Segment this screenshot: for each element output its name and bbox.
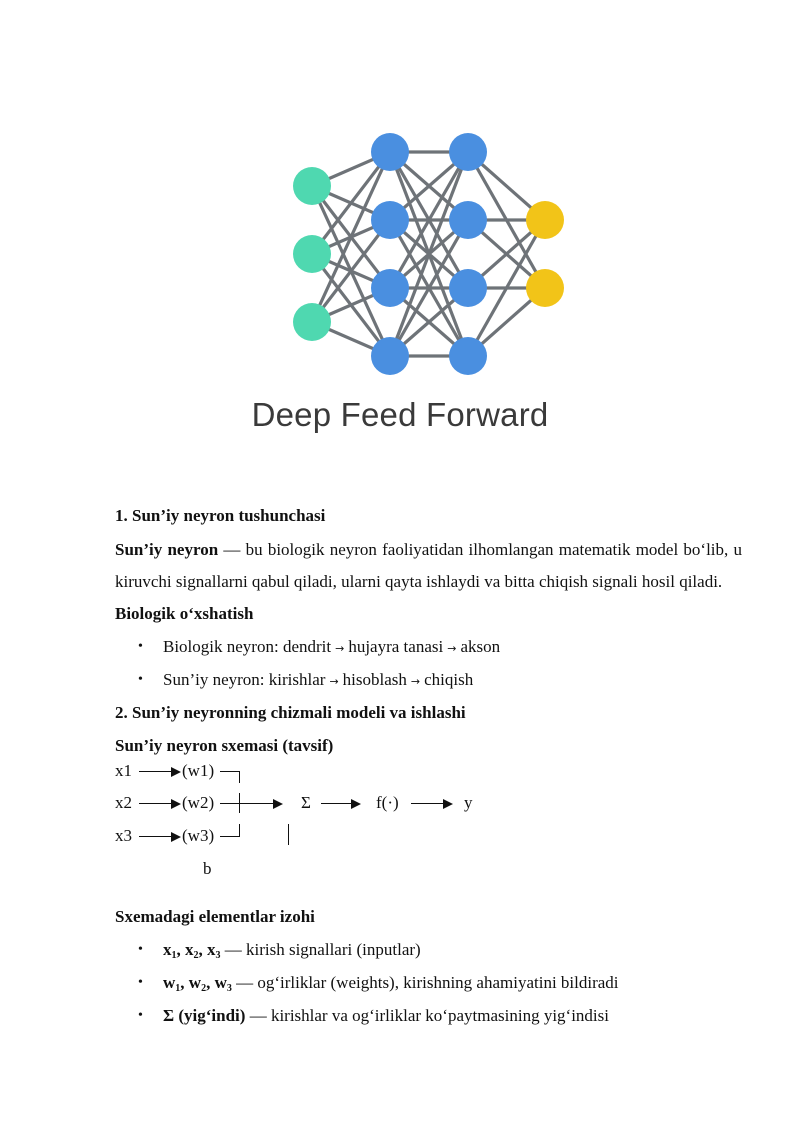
- input-node: [293, 167, 331, 205]
- list-item: [115, 634, 742, 660]
- step: kirishlar: [268, 670, 326, 689]
- input-node: [293, 235, 331, 273]
- connector-line: [239, 771, 240, 783]
- connector-line: [220, 803, 274, 804]
- connector-line: [239, 793, 240, 813]
- hidden-node: [449, 133, 487, 171]
- list-item: [115, 1003, 742, 1029]
- legend-term: Σ (yig‘indi): [163, 1006, 246, 1025]
- term-subscript: 3: [215, 950, 221, 961]
- output-y: y: [464, 793, 473, 812]
- bullet-icon: •: [138, 672, 143, 687]
- activation-function: f(·): [376, 793, 399, 812]
- input-x3: x3: [115, 826, 132, 845]
- bullet-icon: •: [138, 975, 143, 990]
- term-subscript: 2: [193, 950, 199, 961]
- section-1-heading: 1. Sun’iy neyron tushunchasi: [115, 506, 326, 525]
- term-part: , w: [206, 973, 227, 992]
- bias-line: [288, 824, 289, 845]
- output-node: [526, 201, 564, 239]
- term-part: , w: [180, 973, 202, 992]
- term-part: w: [163, 973, 176, 992]
- term-subscript: 1: [171, 950, 177, 961]
- definition-paragraph: [115, 534, 742, 598]
- arrow-right-icon: →: [335, 642, 345, 655]
- arrow-line: [321, 803, 353, 804]
- neuron-scheme: [115, 761, 742, 898]
- legend-text: — kirish signallari (inputlar): [220, 940, 421, 959]
- bullet-label: Biologik neyron:: [163, 637, 283, 656]
- hidden-node: [449, 269, 487, 307]
- list-item: [115, 970, 742, 996]
- arrow-head-icon: [171, 767, 181, 777]
- step: hisoblash: [342, 670, 407, 689]
- hidden-node: [449, 337, 487, 375]
- arrow-head-icon: [171, 799, 181, 809]
- hidden-node: [371, 337, 409, 375]
- hidden-node: [371, 133, 409, 171]
- weight-w1: (w1): [182, 761, 215, 780]
- term-subscript: 2: [201, 983, 207, 994]
- connector-line: [220, 836, 240, 837]
- arrow-right-icon: →: [410, 675, 421, 688]
- hidden-node: [449, 201, 487, 239]
- bullet-icon: •: [138, 1008, 143, 1023]
- arrow-head-icon: [443, 799, 453, 809]
- term-part: x: [163, 940, 172, 959]
- arrow-head-icon: [273, 799, 283, 809]
- list-item: [115, 667, 742, 693]
- input-x2: x2: [115, 793, 132, 812]
- legend-text: — og‘irliklar (weights), kirishning ahamiyatini bildiradi: [231, 973, 619, 992]
- definition-term: Sun’iy neyron: [115, 540, 219, 559]
- bullet-icon: •: [138, 942, 143, 957]
- analogy-heading: Biologik o‘xshatish: [115, 604, 254, 623]
- connector-line: [220, 771, 240, 772]
- legend-heading: Sxemadagi elementlar izohi: [115, 907, 315, 926]
- bullet-icon: •: [138, 639, 143, 654]
- term-subscript: 3: [226, 983, 232, 994]
- arrow-line: [139, 771, 173, 772]
- figure-title: Deep Feed Forward: [251, 396, 549, 433]
- legend-text: — kirishlar va og‘irliklar ko‘paytmasining yig‘indisi: [245, 1006, 609, 1025]
- step: hujayra tanasi: [348, 637, 444, 656]
- definition-text: — bu biologik neyron faoliyatidan ilhomlangan matematik model bo‘lib, u kiruvchi signallarni qabul qiladi, ularni qayta ishlaydi va bitta chiqish signali hosil qiladi.: [115, 540, 742, 591]
- analogy-list: [115, 634, 742, 693]
- legend-term: [163, 973, 232, 992]
- legend-term: [163, 940, 221, 959]
- step: akson: [460, 637, 501, 656]
- document-body: [115, 503, 742, 1036]
- bullet-label: Sun’iy neyron:: [163, 670, 269, 689]
- network-edges: [312, 152, 545, 356]
- list-item: [115, 937, 742, 963]
- scheme-heading: Sun’iy neyron sxemasi (tavsif): [115, 736, 334, 755]
- section-2-heading: 2. Sun’iy neyronning chizmali modeli va ishlashi: [115, 703, 466, 722]
- step: chiqish: [424, 670, 474, 689]
- arrow-head-icon: [351, 799, 361, 809]
- input-x1: x1: [115, 761, 132, 780]
- arrow-line: [139, 836, 173, 837]
- term-subscript: 1: [175, 983, 181, 994]
- term-part: , x: [176, 940, 194, 959]
- connector-line: [239, 824, 240, 837]
- output-node: [526, 269, 564, 307]
- arrow-head-icon: [171, 832, 181, 842]
- sum-symbol: Σ: [301, 793, 311, 812]
- arrow-right-icon: →: [447, 642, 457, 655]
- arrow-right-icon: →: [329, 675, 339, 688]
- arrow-line: [411, 803, 445, 804]
- weight-w3: (w3): [182, 826, 215, 845]
- arrow-line: [139, 803, 173, 804]
- hidden-node: [371, 269, 409, 307]
- input-node: [293, 303, 331, 341]
- legend-list: [115, 937, 742, 1029]
- step: dendrit: [282, 637, 332, 656]
- bias-b: b: [203, 859, 212, 878]
- neural-network-figure: [270, 125, 590, 380]
- hidden-node: [371, 201, 409, 239]
- weight-w2: (w2): [182, 793, 215, 812]
- term-part: , x: [198, 940, 216, 959]
